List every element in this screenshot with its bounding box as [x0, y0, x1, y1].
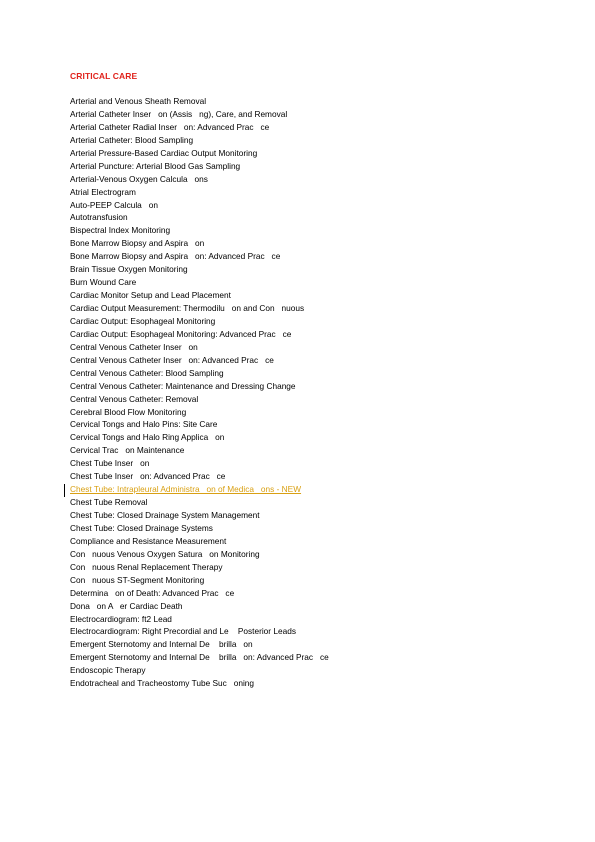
procedure-item	[70, 613, 570, 626]
procedure-item	[70, 380, 570, 393]
procedure-label: Cervical Tongs and Halo Ring Applica on	[70, 432, 225, 443]
procedure-label: Cerebral Blood Flow Monitoring	[70, 406, 187, 417]
procedure-label: Central Venous Catheter: Maintenance and Dressing Change	[70, 380, 296, 391]
procedure-item	[70, 535, 570, 548]
procedure-item	[70, 276, 570, 289]
procedure-label: Endoscopic Therapy	[70, 665, 146, 676]
procedure-label: Atrial Electrogram	[70, 186, 136, 197]
procedure-label: Determina on of Death: Advanced Prac ce	[70, 587, 235, 598]
procedure-item	[70, 418, 570, 431]
procedure-item	[70, 147, 570, 160]
procedure-label: Cardiac Output Measurement: Thermodilu on and Con nuous	[70, 303, 305, 313]
procedure-item	[70, 561, 570, 574]
procedure-item	[70, 651, 570, 664]
procedure-label: Burn Wound Care	[70, 277, 137, 288]
procedure-item	[70, 664, 570, 677]
procedure-label: Chest Tube: Closed Drainage Systems	[70, 522, 213, 533]
procedure-item	[70, 315, 570, 328]
procedure-label: Cardiac Output: Esophageal Monitoring: Advanced Prac ce	[70, 328, 292, 339]
procedure-label: Chest Tube: Intrapleural Administra on of Medica ons - NEW	[70, 484, 302, 495]
procedure-label: Arterial Pressure-Based Cardiac Output Monitoring	[70, 147, 258, 158]
procedure-item	[70, 574, 570, 587]
procedure-item	[70, 237, 570, 250]
procedure-item	[70, 121, 570, 134]
procedure-item	[70, 638, 570, 651]
procedure-item	[70, 289, 570, 302]
procedure-item	[70, 600, 570, 613]
procedure-item	[70, 393, 570, 406]
procedure-item	[70, 509, 570, 522]
procedure-label: Bispectral Index Monitoring	[70, 225, 171, 236]
procedure-label: Central Venous Catheter: Removal	[70, 393, 199, 404]
procedure-item	[70, 677, 570, 690]
procedure-item	[70, 211, 570, 224]
procedure-item	[70, 548, 570, 561]
procedure-item	[70, 95, 570, 108]
procedure-label: Electrocardiogram: ft2 Lead	[70, 613, 172, 624]
procedure-label: Brain Tissue Oxygen Monitoring	[70, 264, 188, 275]
procedure-label: Arterial Catheter Radial Inser on: Advanced Prac ce	[70, 121, 270, 132]
procedure-label: Emergent Sternotomy and Internal De brilla on: Advanced Prac ce	[70, 652, 329, 663]
text-cursor	[64, 484, 65, 497]
procedure-list	[70, 95, 570, 690]
procedure-item	[70, 199, 570, 212]
procedure-item	[70, 367, 570, 380]
procedure-item	[70, 250, 570, 263]
procedure-item	[70, 625, 570, 638]
procedure-item	[70, 444, 570, 457]
procedure-label: Arterial Puncture: Arterial Blood Gas Sampling	[70, 160, 241, 171]
procedure-label: Arterial Catheter: Blood Sampling	[70, 134, 194, 145]
procedure-item	[70, 134, 570, 147]
procedure-item	[70, 522, 570, 535]
procedure-label: Arterial Catheter Inser on (Assis ng), Care, and Removal	[70, 108, 288, 119]
procedure-item	[70, 406, 570, 419]
procedure-label: Con nuous ST-Segment Monitoring	[70, 574, 205, 585]
procedure-label: Cardiac Output: Esophageal Monitoring	[70, 315, 216, 326]
procedure-item	[70, 108, 570, 121]
procedure-label: Compliance and Resistance Measurement	[70, 535, 227, 546]
procedure-item	[70, 431, 570, 444]
procedure-item	[70, 496, 570, 509]
procedure-label: Chest Tube Removal	[70, 497, 148, 508]
procedure-label: Dona on A er Cardiac Death	[70, 600, 183, 611]
procedure-item	[70, 457, 570, 470]
procedure-label: Cervical Tongs and Halo Pins: Site Care	[70, 419, 218, 430]
procedure-item	[70, 302, 570, 315]
procedure-label: Bone Marrow Biopsy and Aspira on	[70, 238, 205, 249]
procedure-item	[70, 470, 570, 483]
procedure-label: Bone Marrow Biopsy and Aspira on: Advanced Prac ce	[70, 251, 281, 262]
procedure-label: Arterial and Venous Sheath Removal	[70, 96, 207, 106]
procedure-item	[70, 173, 570, 186]
procedure-item	[70, 224, 570, 237]
procedure-item	[70, 263, 570, 276]
procedure-label: Central Venous Catheter: Blood Sampling	[70, 367, 224, 378]
procedure-label: Electrocardiogram: Right Precordial and Le Posterior Leads	[70, 626, 296, 637]
procedure-label: Central Venous Catheter Inser on	[70, 341, 198, 352]
procedure-label: Chest Tube: Closed Drainage System Management	[70, 510, 260, 520]
procedure-label: Cardiac Monitor Setup and Lead Placement	[70, 290, 231, 301]
procedure-item	[70, 341, 570, 354]
section-heading: CRITICAL CARE	[70, 71, 138, 81]
procedure-label: Endotracheal and Tracheostomy Tube Suc oning	[70, 678, 255, 689]
procedure-label: Chest Tube Inser on	[70, 458, 150, 469]
procedure-label: Emergent Sternotomy and Internal De brilla on	[70, 639, 253, 650]
procedure-label: Arterial-Venous Oxygen Calcula ons	[70, 173, 208, 184]
procedure-label: Auto-PEEP Calcula on	[70, 199, 158, 210]
procedure-link[interactable]	[70, 483, 570, 496]
procedure-label: Central Venous Catheter Inser on: Advanced Prac ce	[70, 354, 274, 365]
procedure-label: Chest Tube Inser on: Advanced Prac ce	[70, 471, 226, 482]
procedure-item	[70, 354, 570, 367]
procedure-label: Autotransfusion	[70, 212, 128, 223]
procedure-label: Con nuous Venous Oxygen Satura on Monitoring	[70, 548, 260, 559]
procedure-item	[70, 186, 570, 199]
procedure-label: Cervical Trac on Maintenance	[70, 445, 185, 456]
procedure-label: Con nuous Renal Replacement Therapy	[70, 561, 223, 572]
procedure-item	[70, 160, 570, 173]
procedure-item	[70, 587, 570, 600]
procedure-item	[70, 328, 570, 341]
